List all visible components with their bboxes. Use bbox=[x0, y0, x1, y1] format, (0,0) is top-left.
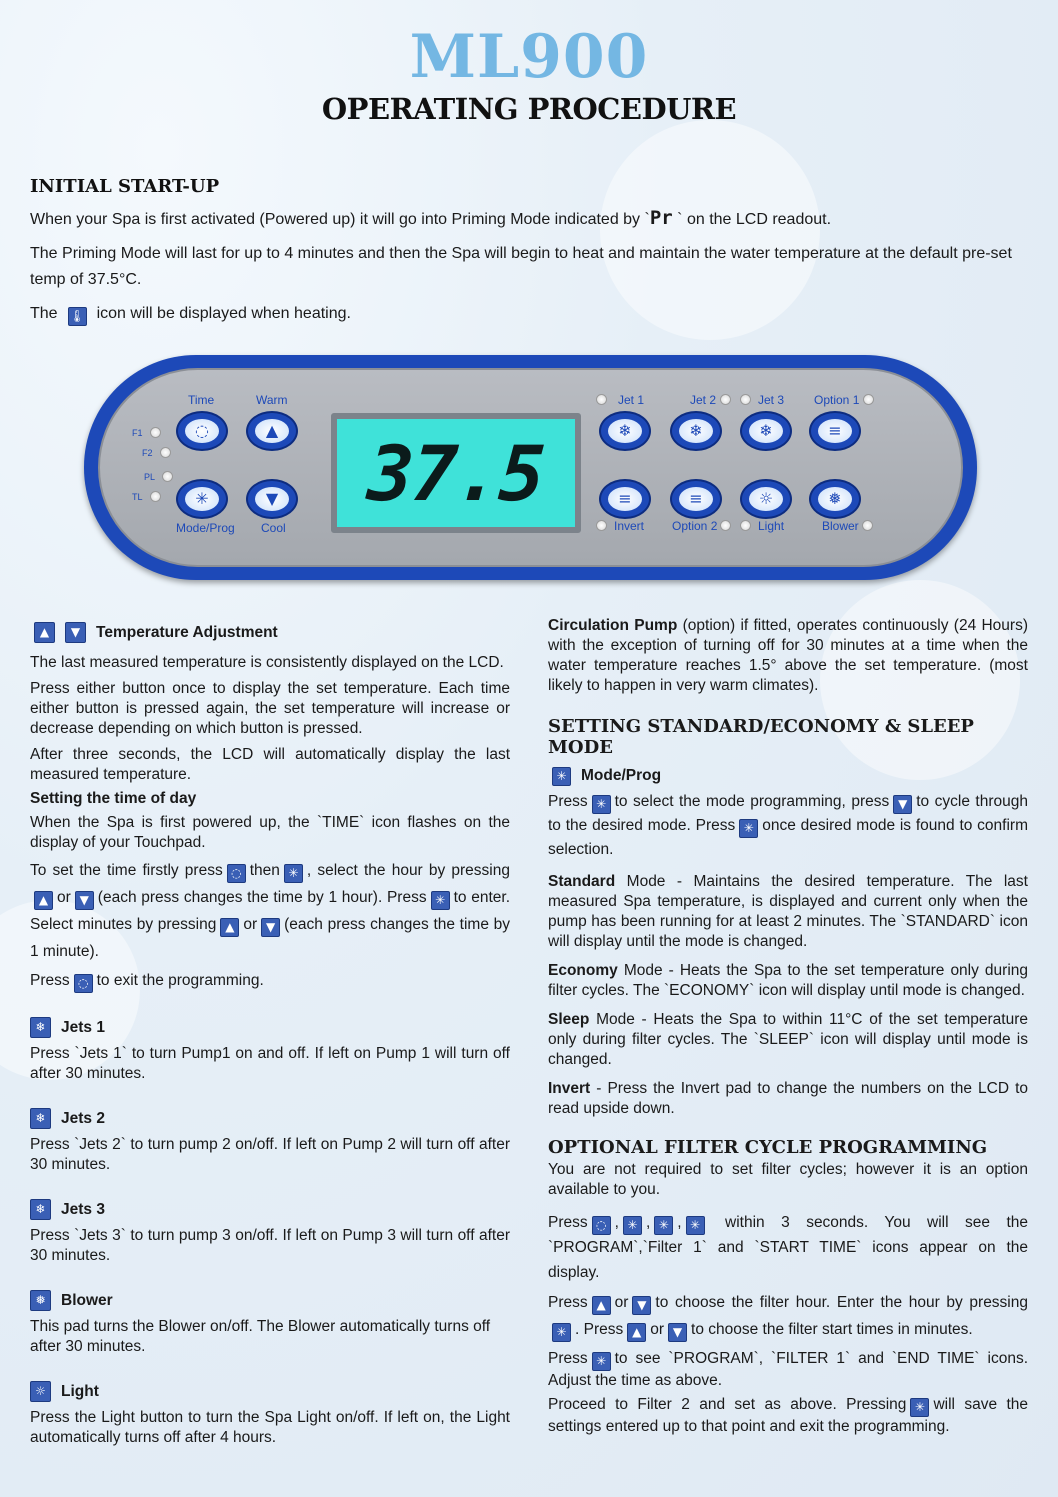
warm-icon: ▲ bbox=[220, 918, 239, 937]
option1-button[interactable] bbox=[809, 411, 861, 451]
text-paragraph: Press `Jets 1` to turn Pump1 on and off. If left on Pump 1 will turn off after 30 minutes. bbox=[30, 1045, 510, 1082]
jet-icon: ❄ bbox=[30, 1017, 51, 1038]
mode-icon: ✳ bbox=[654, 1216, 673, 1235]
blower-icon: ❅ bbox=[818, 487, 852, 511]
cool-icon: ▼ bbox=[65, 622, 86, 643]
mode-icon: ✳ bbox=[623, 1216, 642, 1235]
text-paragraph: Invert - Press the Invert pad to change the numbers on the LCD to read upside down. bbox=[548, 1080, 1028, 1117]
jet-icon: ❄ bbox=[30, 1199, 51, 1220]
time-icon: ◌ bbox=[592, 1216, 611, 1235]
light-led bbox=[740, 520, 751, 531]
mode-icon: ✳ bbox=[284, 864, 303, 883]
option1-label: Option 1 bbox=[814, 393, 860, 407]
jet1-label: Jet 1 bbox=[618, 393, 645, 407]
control-panel bbox=[84, 355, 977, 580]
option2-label: Option 2 bbox=[672, 519, 718, 533]
blower-heading-row: ❅ Blower bbox=[30, 1290, 510, 1311]
text-paragraph: You are not required to set filter cycles; however it is an option available to you. bbox=[548, 1161, 1028, 1198]
invert-label: Invert bbox=[614, 519, 645, 533]
text-paragraph: Press the Light button to turn the Spa Light on/off. If left on, the Light automatically turns off after 4 hours. bbox=[30, 1409, 510, 1446]
mode-icon: ✳ bbox=[592, 1352, 611, 1371]
jets3-heading-row: ❄ Jets 3 bbox=[30, 1199, 510, 1220]
text-paragraph: Proceed to Filter 2 and set as above. Pressing ✳ will save the settings entered up to that point and exit the programming. bbox=[548, 1396, 1028, 1435]
intro-paragraph: When your Spa is first activated (Powered up) it will go into Priming Mode indicated by `Pr ` on the LCD readout. bbox=[30, 207, 832, 229]
time-button[interactable] bbox=[176, 411, 228, 451]
blower-label: Blower bbox=[822, 519, 859, 533]
option2-button[interactable] bbox=[670, 479, 722, 519]
thermometer-icon: 🌡 bbox=[68, 307, 87, 326]
mode-icon: ✳ bbox=[739, 819, 758, 838]
section-heading: SETTING STANDARD/ECONOMY & SLEEP MODE bbox=[548, 716, 974, 758]
cool-label: Cool bbox=[261, 521, 286, 535]
right-column bbox=[548, 616, 1028, 1437]
priming-indicator: Pr bbox=[649, 207, 673, 229]
jet2-button[interactable] bbox=[670, 411, 722, 451]
text-paragraph: Economy Mode - Heats the Spa to the set temperature only during filter cycles. The `ECONOMY` icon will display until mode is changed. bbox=[548, 962, 1028, 999]
text-paragraph: This pad turns the Blower on/off. The Blower automatically turns off after 30 minutes. bbox=[30, 1318, 491, 1355]
jets2-heading-row: ❄ Jets 2 bbox=[30, 1108, 510, 1129]
light-icon: ☼ bbox=[30, 1381, 51, 1402]
jet2-led bbox=[720, 394, 731, 405]
jets1-heading-row: ❄ Jets 1 bbox=[30, 1017, 510, 1038]
mode-icon: ✳ bbox=[185, 487, 219, 511]
lines-icon: ≡ bbox=[608, 487, 642, 511]
text-paragraph: Press `Jets 2` to turn pump 2 on/off. If left on Pump 2 will turn off after 30 minutes. bbox=[30, 1136, 510, 1173]
intro-paragraph: The 🌡 icon will be displayed when heating. bbox=[30, 301, 1030, 327]
mode-icon: ✳ bbox=[592, 795, 611, 814]
cool-button[interactable] bbox=[246, 479, 298, 519]
mode-icon: ✳ bbox=[686, 1216, 705, 1235]
warm-icon: ▲ bbox=[592, 1296, 611, 1315]
f1-label: F1 bbox=[132, 428, 143, 438]
text-paragraph: When the Spa is first powered up, the `TIME` icon flashes on the display of your Touchpad. bbox=[30, 814, 510, 851]
cool-icon: ▼ bbox=[632, 1296, 651, 1315]
blower-icon: ❅ bbox=[30, 1290, 51, 1311]
text-paragraph: Press either button once to display the set temperature. Each time either button is pressed again, the set temperature will increase or decrease depending on which button is pressed. bbox=[30, 680, 510, 737]
time-heading: Setting the time of day bbox=[30, 790, 197, 807]
time-label: Time bbox=[188, 393, 215, 407]
text-paragraph: Press `Jets 3` to turn pump 3 on/off. If left on Pump 3 will turn off after 30 minutes. bbox=[30, 1227, 510, 1264]
warm-icon: ▲ bbox=[627, 1323, 646, 1342]
f2-label: F2 bbox=[142, 448, 153, 458]
mode-icon: ✳ bbox=[910, 1398, 929, 1417]
warm-label: Warm bbox=[256, 393, 288, 407]
time-icon: ◌ bbox=[74, 974, 93, 993]
option1-led bbox=[863, 394, 874, 405]
blower-led bbox=[862, 520, 873, 531]
lcd-value: 37.5 bbox=[365, 428, 547, 518]
time-icon: ◌ bbox=[185, 419, 219, 443]
section-heading: OPTIONAL FILTER CYCLE PROGRAMMING bbox=[548, 1137, 988, 1158]
lines-icon: ≡ bbox=[679, 487, 713, 511]
cool-icon: ▼ bbox=[75, 891, 94, 910]
mode-icon: ✳ bbox=[552, 767, 571, 786]
warm-icon: ▲ bbox=[255, 419, 289, 443]
initial-startup-section bbox=[30, 176, 1030, 327]
cool-icon: ▼ bbox=[668, 1323, 687, 1342]
text-paragraph: Sleep Mode - Heats the Spa to within 11°C of the set temperature only during filter cycles. The `SLEEP` icon will display until mode is changed. bbox=[548, 1011, 1028, 1068]
left-column bbox=[30, 622, 510, 1448]
text-paragraph: Circulation Pump (option) if fitted, operates continuously (24 Hours) with the exception of turning off for 30 minutes at a time when the water temperature reaches 1.5° above the set temperature. (most likely to happen in very warm climates). bbox=[548, 617, 1028, 694]
mode-heading-row: ✳ Mode/Prog bbox=[548, 766, 1028, 786]
invert-led bbox=[596, 520, 607, 531]
page-subtitle: OPERATING PROCEDURE bbox=[321, 92, 737, 126]
warm-icon: ▲ bbox=[34, 622, 55, 643]
light-icon: ☼ bbox=[749, 487, 783, 511]
temp-heading: Temperature Adjustment bbox=[96, 623, 278, 641]
text-paragraph: The last measured temperature is consistently displayed on the LCD. bbox=[30, 654, 504, 671]
text-paragraph: Press ◌ to exit the programming. bbox=[30, 971, 510, 993]
jet3-button[interactable] bbox=[740, 411, 792, 451]
jet3-label: Jet 3 bbox=[758, 393, 785, 407]
temp-heading-row bbox=[30, 622, 510, 643]
jet1-led bbox=[596, 394, 607, 405]
invert-button[interactable] bbox=[599, 479, 651, 519]
warm-icon: ▲ bbox=[34, 891, 53, 910]
warm-button[interactable] bbox=[246, 411, 298, 451]
option2-led bbox=[720, 520, 731, 531]
jet-icon: ❄ bbox=[749, 419, 783, 443]
text-paragraph: Press ✳ to see `PROGRAM`, `FILTER 1` and `END TIME` icons. Adjust the time as above. bbox=[548, 1350, 1028, 1389]
jet-icon: ❄ bbox=[30, 1108, 51, 1129]
mode-icon: ✳ bbox=[431, 891, 450, 910]
pl-led bbox=[162, 471, 173, 482]
lines-icon: ≡ bbox=[818, 419, 852, 443]
tl-label: TL bbox=[132, 492, 143, 502]
cool-icon: ▼ bbox=[261, 918, 280, 937]
lcd-display bbox=[331, 413, 581, 533]
mode-label: Mode/Prog bbox=[176, 521, 235, 535]
intro-paragraph: The Priming Mode will last for up to 4 minutes and then the Spa will begin to heat and maintain the water temperature at the default pre-set temp of 37.5°C. bbox=[30, 245, 1012, 288]
time-icon: ◌ bbox=[227, 864, 246, 883]
f2-led bbox=[160, 447, 171, 458]
blower-button[interactable] bbox=[809, 479, 861, 519]
section-heading: INITIAL START-UP bbox=[30, 176, 220, 197]
text-paragraph: Press ▲ or ▼ to choose the filter hour. Enter the hour by pressing✳ . Press ▲ or ▼ to choose the filter start times in minutes. bbox=[548, 1289, 1028, 1343]
f1-led bbox=[150, 427, 161, 438]
jet1-button[interactable] bbox=[599, 411, 651, 451]
jet2-label: Jet 2 bbox=[690, 393, 717, 407]
jet-icon: ❄ bbox=[608, 419, 642, 443]
text-paragraph: Standard Mode - Maintains the desired temperature. The last measured Spa temperature, is displayed and current only when the pump has been running for at least 2 minutes. The `STANDARD` icon will display until the mode is changed. bbox=[548, 873, 1028, 950]
light-button[interactable] bbox=[740, 479, 792, 519]
text-paragraph: Press ◌ , ✳ , ✳ , ✳ within 3 seconds. You will see the `PROGRAM`,`Filter 1` and `START TIME` icons appear on the display. bbox=[548, 1214, 1028, 1281]
page-title: ML900 bbox=[409, 22, 649, 92]
cool-icon: ▼ bbox=[893, 795, 912, 814]
pl-label: PL bbox=[144, 472, 156, 482]
jet3-led bbox=[740, 394, 751, 405]
mode-prog-button[interactable] bbox=[176, 479, 228, 519]
text-paragraph: After three seconds, the LCD will automatically display the last measured temperature. bbox=[30, 746, 510, 783]
tl-led bbox=[150, 491, 161, 502]
text-paragraph: Press ✳ to select the mode programming, press ▼ to cycle through to the desired mode. Press ✳ once desired mode is found to confirm selection. bbox=[548, 793, 1028, 858]
light-heading-row: ☼ Light bbox=[30, 1381, 510, 1402]
light-label: Light bbox=[758, 519, 785, 533]
cool-icon: ▼ bbox=[255, 487, 289, 511]
mode-icon: ✳ bbox=[552, 1323, 571, 1342]
jet-icon: ❄ bbox=[679, 419, 713, 443]
text-paragraph: To set the time firstly press ◌ then ✳ , select the hour by pressing▲ or ▼ (each press changes the time by 1 hour). Press ✳ to enter. Select minutes by pressing ▲ or ▼ (each press changes the time by 1 minute). bbox=[30, 862, 510, 960]
